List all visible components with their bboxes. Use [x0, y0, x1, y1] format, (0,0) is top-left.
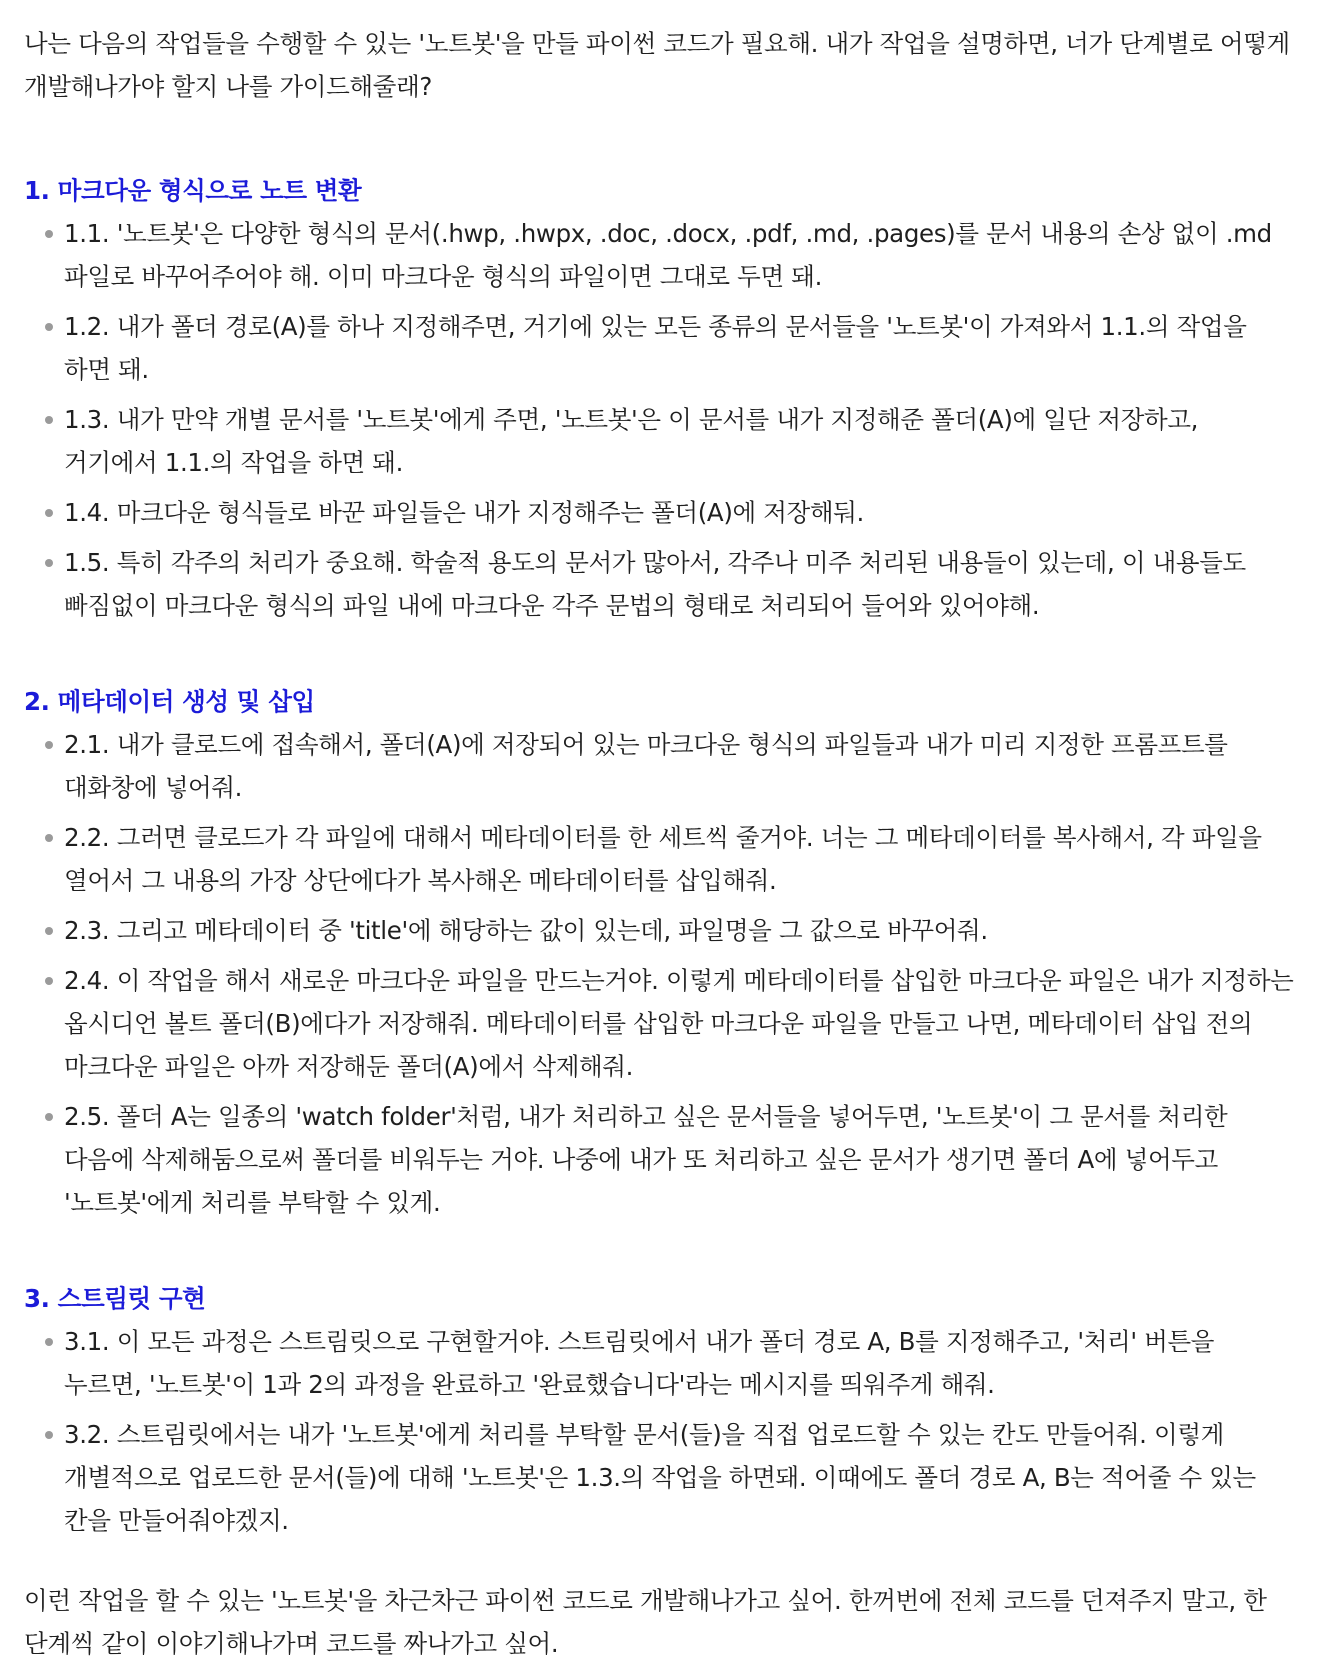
bullet-icon — [45, 1338, 53, 1346]
closing-paragraph: 이런 작업을 할 수 있는 '노트봇'을 차근차근 파이썬 코드로 개발해나가고 싶어. 한꺼번에 전체 코드를 던져주지 말고, 한 단계씩 같이 이야기해나가며 코드를 짜나가고 싶어. — [24, 1586, 1267, 1658]
section-heading: 2. 메타데이터 생성 및 삽입 — [24, 687, 315, 716]
list-item — [24, 212, 1296, 298]
list-item-text: 1.3. 내가 만약 개별 문서를 '노트봇'에게 주면, '노트봇'은 이 문서를 내가 지정해준 폴더(A)에 일단 저장하고, 거기에서 1.1.의 작업을 하면 돼. — [64, 405, 1199, 477]
section-streamlit — [24, 1277, 1296, 1542]
bullet-icon — [45, 927, 53, 935]
bullet-icon — [45, 559, 53, 567]
list-item — [24, 491, 1296, 534]
list-item-text: 3.1. 이 모든 과정은 스트림릿으로 구현할거야. 스트림릿에서 내가 폴더 경로 A, B를 지정해주고, '처리' 버튼을 누르면, '노트봇'이 1과 2의 과정을 완료하고 '완료했습니다'라는 메시지를 띄워주게 해줘. — [64, 1327, 1215, 1399]
list-item-text: 2.3. 그리고 메타데이터 중 'title'에 해당하는 값이 있는데, 파일명을 그 값으로 바꾸어줘. — [64, 916, 988, 945]
list-item-text: 2.5. 폴더 A는 일종의 'watch folder'처럼, 내가 처리하고 싶은 문서들을 넣어두면, '노트봇'이 그 문서를 처리한 다음에 삭제해둠으로써 폴더를 비워두는 거야. 나중에 내가 또 처리하고 싶은 문서가 생기면 폴더 A에 넣어두고 '노트봇'에게 처리를 부탁할 수 있게. — [64, 1102, 1228, 1217]
list-item — [24, 723, 1296, 809]
section-heading: 1. 마크다운 형식으로 노트 변환 — [24, 176, 362, 205]
list-item-text: 1.1. '노트봇'은 다양한 형식의 문서(.hwp, .hwpx, .doc, .docx, .pdf, .md, .pages)를 문서 내용의 손상 없이 .md 파일로 바꾸어주어야 해. 이미 마크다운 형식의 파일이면 그대로 두면 돼. — [64, 219, 1272, 291]
bullet-icon — [45, 1113, 53, 1121]
list-item — [24, 816, 1296, 902]
bullet-list — [24, 212, 1296, 627]
list-item — [24, 959, 1296, 1088]
intro-paragraph: 나는 다음의 작업들을 수행할 수 있는 '노트봇'을 만들 파이썬 코드가 필요해. 내가 작업을 설명하면, 너가 단계별로 어떻게 개발해나가야 할지 나를 가이드해줄래? — [24, 29, 1290, 101]
list-item — [24, 1095, 1296, 1224]
list-item-text: 1.4. 마크다운 형식들로 바꾼 파일들은 내가 지정해주는 폴더(A)에 저장해둬. — [64, 498, 864, 527]
bullet-icon — [45, 741, 53, 749]
list-item — [24, 398, 1296, 484]
list-item-text: 2.1. 내가 클로드에 접속해서, 폴더(A)에 저장되어 있는 마크다운 형식의 파일들과 내가 미리 지정한 프롬프트를 대화창에 넣어줘. — [64, 730, 1228, 802]
list-item — [24, 1320, 1296, 1406]
list-item-text: 1.2. 내가 폴더 경로(A)를 하나 지정해주면, 거기에 있는 모든 종류의 문서들을 '노트봇'이 가져와서 1.1.의 작업을 하면 돼. — [64, 312, 1247, 384]
bullet-list — [24, 723, 1296, 1224]
bullet-icon — [45, 416, 53, 424]
section-note-conversion — [24, 169, 1296, 627]
list-item — [24, 305, 1296, 391]
list-item — [24, 909, 1296, 952]
section-metadata — [24, 680, 1296, 1224]
bullet-icon — [45, 1431, 53, 1439]
list-item-text: 1.5. 특히 각주의 처리가 중요해. 학술적 용도의 문서가 많아서, 각주나 미주 처리된 내용들이 있는데, 이 내용들도 빠짐없이 마크다운 형식의 파일 내에 마크다운 각주 문법의 형태로 처리되어 들어와 있어야해. — [64, 548, 1246, 620]
list-item-text: 2.2. 그러면 클로드가 각 파일에 대해서 메타데이터를 한 세트씩 줄거야. 너는 그 메타데이터를 복사해서, 각 파일을 열어서 그 내용의 가장 상단에다가 복사해온 메타데이터를 삽입해줘. — [64, 823, 1262, 895]
list-item-text: 2.4. 이 작업을 해서 새로운 마크다운 파일을 만드는거야. 이렇게 메타데이터를 삽입한 마크다운 파일은 내가 지정하는 옵시디언 볼트 폴더(B)에다가 저장해줘. 메타데이터를 삽입한 마크다운 파일을 만들고 나면, 메타데이터 삽입 전의 마크다운 파일은 아까 저장해둔 폴더(A)에서 삭제해줘. — [64, 966, 1294, 1081]
list-item-text: 3.2. 스트림릿에서는 내가 '노트봇'에게 처리를 부탁할 문서(들)을 직접 업로드할 수 있는 칸도 만들어줘. 이렇게 개별적으로 업로드한 문서(들)에 대해 '노트봇'은 1.3.의 작업을 하면돼. 이때에도 폴더 경로 A, B는 적어줄 수 있는 칸을 만들어줘야겠지. — [64, 1420, 1256, 1535]
list-item — [24, 1413, 1296, 1542]
bullet-list — [24, 1320, 1296, 1542]
bullet-icon — [45, 230, 53, 238]
list-item — [24, 541, 1296, 627]
bullet-icon — [45, 834, 53, 842]
bullet-icon — [45, 509, 53, 517]
bullet-icon — [45, 323, 53, 331]
section-heading: 3. 스트림릿 구현 — [24, 1284, 206, 1313]
bullet-icon — [45, 977, 53, 985]
